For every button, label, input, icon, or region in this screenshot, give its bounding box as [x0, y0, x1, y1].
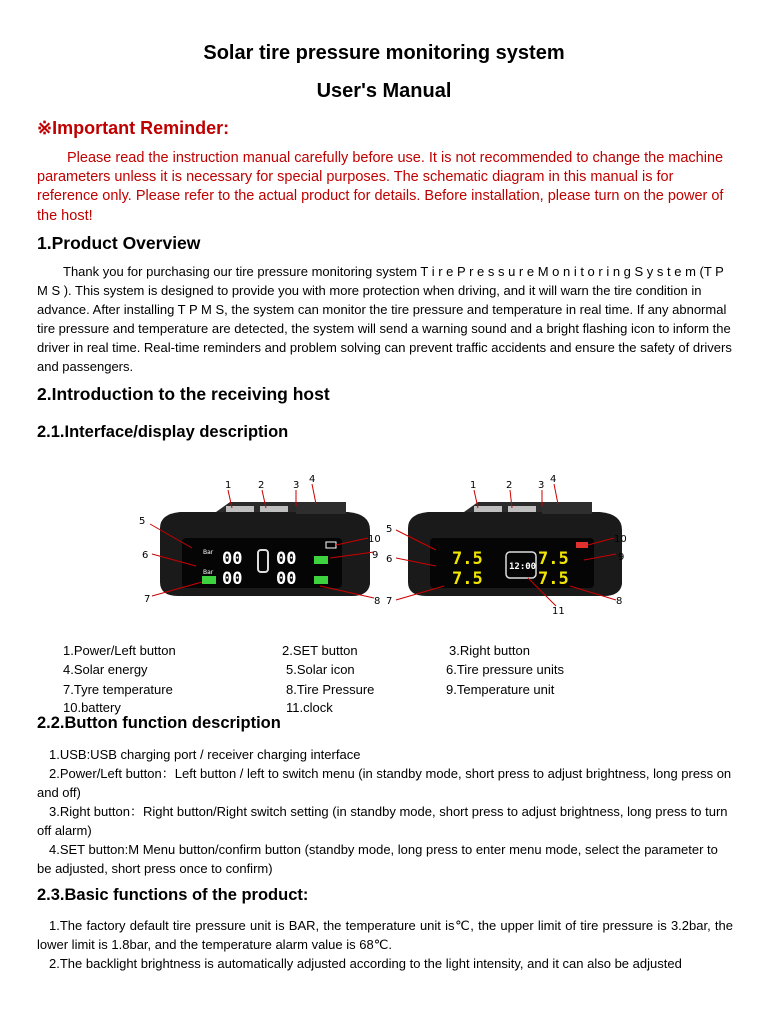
subsection-heading-functions: 2.3.Basic functions of the product:	[37, 886, 309, 904]
left-callout-8: 8	[374, 596, 381, 607]
left-callout-10: 10	[368, 534, 381, 545]
product-overview-text: Thank you for purchasing our tire pressure monitoring system T i r e P r e s s u r e M o n i t o r i n g S y s t e m (T P M S ). This system is designed to provide you with more protection when driving, and it will warn the tire condition in advance. After installing T P M S, the system can monitor the tire pressure and temperature in real time. If any abnormal tire pressure and temperature are detected, the system will send a warning sound and a bright flashing icon to inform the driver in real time. Real-time reminders and problem solving can prevent traffic accidents and ensure the safety of drivers and passengers.	[37, 264, 732, 374]
right-callout-7: 7	[386, 596, 393, 607]
right-pressure-rr: 7.5	[538, 569, 569, 589]
subsection-heading-buttons: 2.2.Button function description	[37, 714, 281, 732]
left-callout-2: 2	[258, 480, 265, 491]
legend-item: 7.Tyre temperature	[63, 682, 173, 697]
section-heading-product-overview: 1.Product Overview	[37, 233, 201, 253]
left-pressure-rr: 00	[276, 569, 297, 589]
right-callout-10: 10	[614, 534, 627, 545]
legend-item: 1.Power/Left button	[63, 643, 176, 658]
right-callout-9: 9	[618, 552, 625, 563]
right-pressure-rl: 7.5	[452, 569, 483, 589]
left-callout-9: 9	[372, 550, 379, 561]
left-callout-1: 1	[225, 480, 232, 491]
function-item: 2.The backlight brightness is automatically adjusted according to the light intensity, and it can also be adjusted	[49, 956, 682, 971]
function-item: 1.The factory default tire pressure unit is BAR, the temperature unit is℃, the upper limit of tire pressure is 3.2bar, the lower limit is 1.8bar, and the temperature alarm value is 68℃.	[37, 918, 733, 952]
left-pressure-fr: 00	[276, 549, 297, 569]
right-clock: 12:00	[509, 562, 537, 572]
section-heading-receiving-host: 2.Introduction to the receiving host	[37, 384, 330, 404]
document-subtitle: User's Manual	[316, 80, 452, 102]
left-pressure-fl: 00	[222, 549, 243, 569]
left-callout-7: 7	[144, 594, 151, 605]
right-callout-8: 8	[616, 596, 623, 607]
legend-item: 5.Solar icon	[286, 662, 355, 677]
right-callout-6: 6	[386, 554, 393, 565]
right-callout-11: 11	[552, 606, 565, 616]
receiver-diagram	[130, 466, 640, 616]
legend-item: 4.Solar energy	[63, 662, 148, 677]
left-callout-5: 5	[139, 516, 146, 527]
button-description: 4.SET button:M Menu button/confirm button (standby mode, long press to enter menu mode, select the parameter to be adjusted, short press once to confirm)	[37, 842, 718, 876]
right-callout-1: 1	[470, 480, 477, 491]
right-pressure-fr: 7.5	[538, 549, 569, 569]
document-title: Solar tire pressure monitoring system	[203, 42, 565, 64]
left-unit-bottom: Bar	[203, 569, 214, 576]
reminder-text: Please read the instruction manual carefully before use. It is not recommended to change the machine parameters unless it is necessary for special purposes. The schematic diagram in this manual is for reference only. Please refer to the actual product for details. Before installation, please turn on the power of the host!	[37, 150, 724, 224]
legend-item: 2.SET button	[282, 643, 358, 658]
legend-item: 8.Tire Pressure	[286, 682, 375, 697]
legend-item: 6.Tire pressure units	[446, 662, 565, 677]
left-receiver-device	[160, 502, 370, 596]
subsection-heading-interface: 2.1.Interface/display description	[37, 423, 289, 441]
left-callout-6: 6	[142, 550, 149, 561]
right-callout-5: 5	[386, 524, 393, 535]
left-unit-top: Bar	[203, 549, 214, 556]
button-description: 2.Power/Left button：Left button / left to switch menu (in standby mode, short press to adjust brightness, long press on and off)	[37, 766, 732, 800]
legend-item: 11.clock	[286, 700, 333, 715]
reminder-heading: ※Important Reminder:	[37, 118, 230, 138]
component-legend	[0, 640, 768, 720]
legend-item: 10.battery	[63, 700, 121, 715]
left-callout-3: 3	[293, 480, 300, 491]
right-callout-4: 4	[550, 474, 557, 485]
right-receiver-device	[408, 502, 625, 596]
left-callout-4: 4	[309, 474, 316, 485]
legend-item: 3.Right button	[449, 643, 530, 658]
right-callout-3: 3	[538, 480, 545, 491]
button-description: 1.USB:USB charging port / receiver charging interface	[49, 747, 361, 762]
right-callout-2: 2	[506, 480, 513, 491]
button-description: 3.Right button：Right button/Right switch setting (in standby mode, short press to adjust brightness, long press to turn off alarm)	[37, 804, 728, 838]
right-pressure-fl: 7.5	[452, 549, 483, 569]
left-pressure-rl: 00	[222, 569, 243, 589]
legend-item: 9.Temperature unit	[446, 682, 555, 697]
